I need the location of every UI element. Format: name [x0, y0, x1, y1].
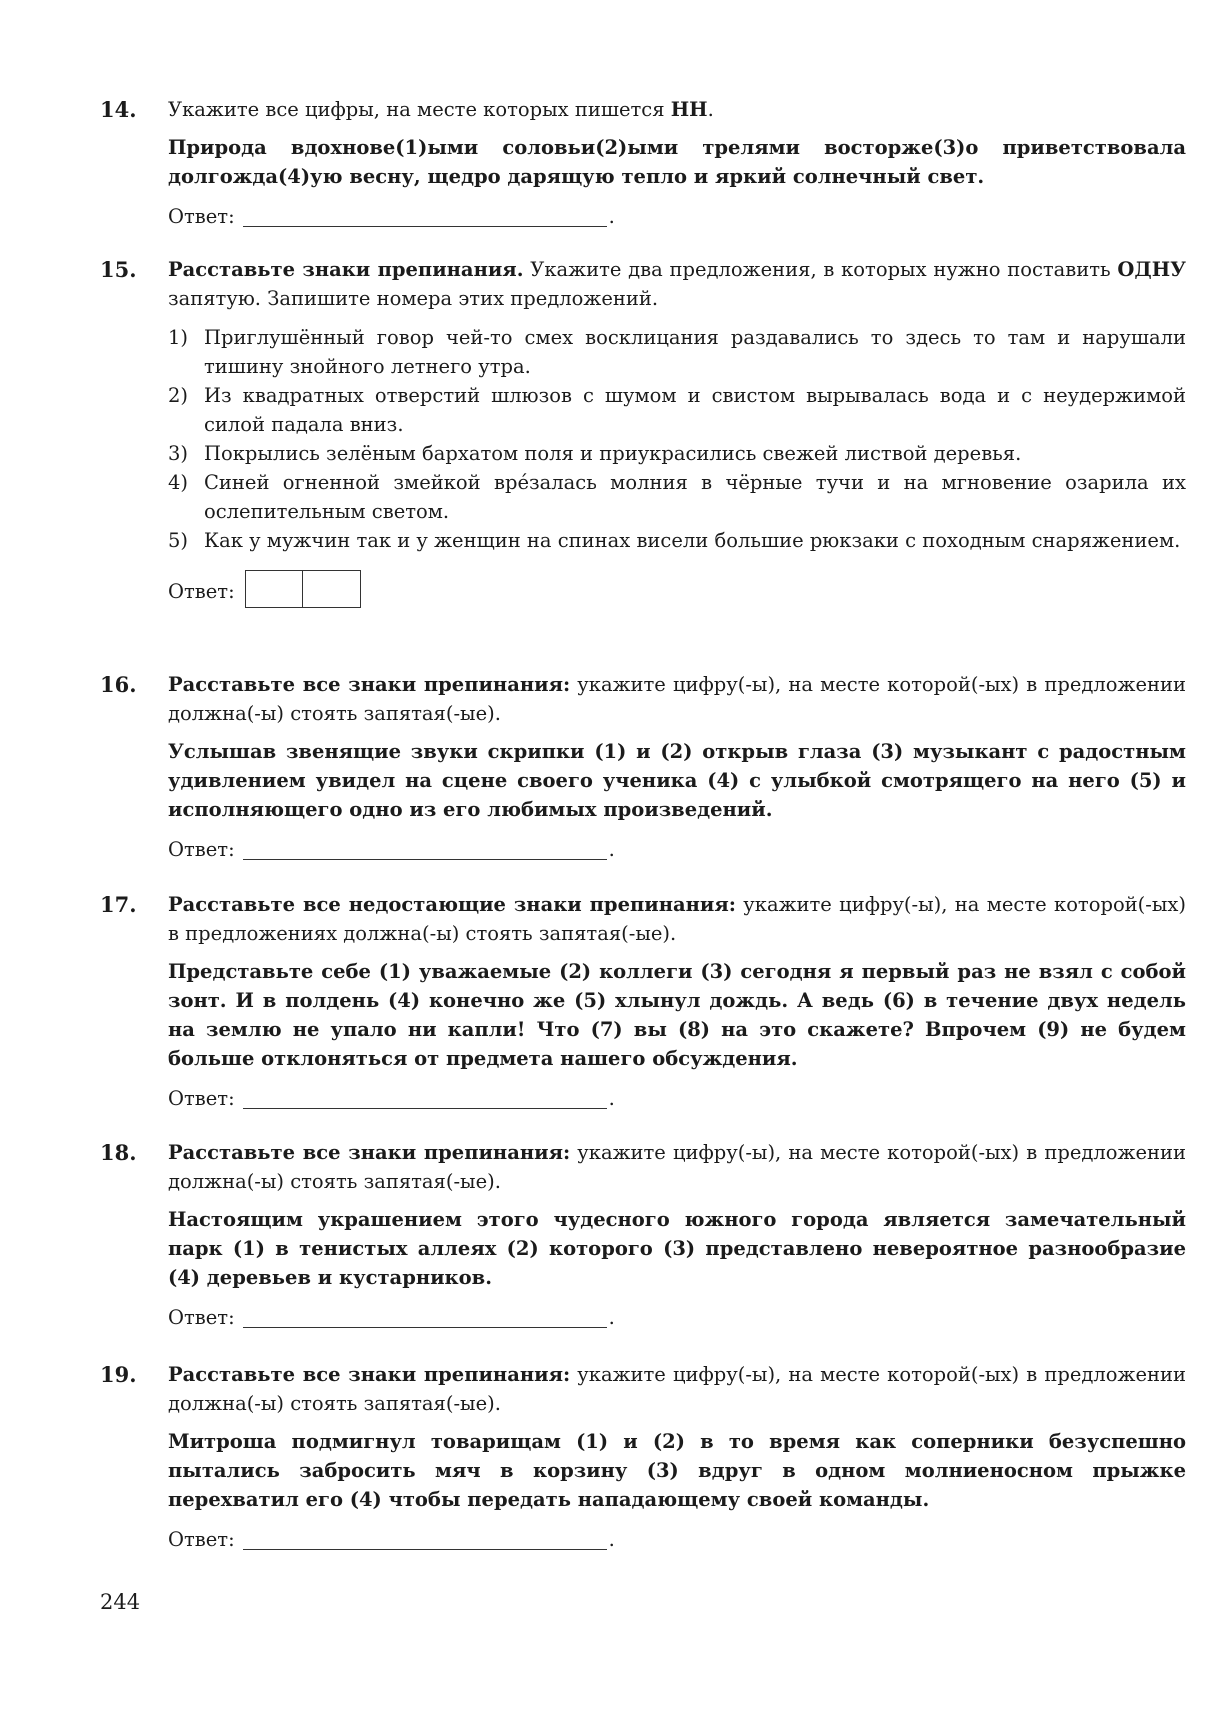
task-16 — [100, 670, 1186, 864]
list-item: 4) Синей огненной змейкой врéзалась молния в чёрные тучи и на мгновение озарила их ослепительным светом. — [168, 471, 1186, 523]
task-sentence: Митроша подмигнул товарищам (1) и (2) в то время как соперники безуспешно пытались забросить мяч в корзину (3) вдруг в одном молниеносном прыжке перехватил его (4) чтобы передать нападающему своей команды. — [168, 1430, 1186, 1511]
task-17 — [100, 890, 1186, 1113]
task-sentence: Услышав звенящие звуки скрипки (1) и (2) открыв глаза (3) музыкант с радостным удивлением увидел на сцене своего ученика (4) с улыбкой смотрящего на него (5) и исполняющего одно из его любимых произведений. — [168, 740, 1186, 821]
task-number: 16. — [100, 672, 137, 697]
answer-box-2[interactable] — [303, 570, 361, 608]
list-item: 2) Из квадратных отверстий шлюзов с шумом и свистом вырывалась вода и с неудержимой силой падала вниз. — [168, 384, 1186, 436]
page-number: 244 — [100, 1590, 141, 1614]
task-sentence: Настоящим украшением этого чудесного южного города является замечательный парк (1) в тенистых аллеях (2) которого (3) представлено невероятное разнообразие (4) деревьев и кустарников. — [168, 1208, 1186, 1289]
answer-blank-line[interactable] — [243, 204, 607, 227]
task-number: 15. — [100, 257, 137, 282]
task-18 — [100, 1138, 1186, 1332]
answer-label: Ответ: — [168, 838, 235, 861]
answer-blank-line[interactable] — [243, 1305, 607, 1328]
answer-boxes — [245, 570, 361, 608]
answer-row: Ответ: . — [168, 1303, 1186, 1332]
task-sentence: Представьте себе (1) уважаемые (2) коллеги (3) сегодня я первый раз не взял с собой зонт. И в полдень (4) конечно же (5) хлынул дождь. А ведь (6) в течение двух недель на землю не упало ни капли! Что (7) вы (8) на это скажете? Впрочем (9) не будем больше отклоняться от предмета нашего обсуждения. — [168, 960, 1186, 1070]
answer-row: Ответ: . — [168, 835, 1186, 864]
task-14 — [100, 95, 1186, 231]
list-item: 1) Приглушённый говор чей-то смех восклицания раздавались то здесь то там и нарушали тишину знойного летнего утра. — [168, 326, 1186, 378]
list-item: 5) Как у мужчин так и у женщин на спинах висели большие рюкзаки с походным снаряжением. — [168, 529, 1181, 552]
task-instruction: Укажите все цифры, на месте которых пишется НН. — [168, 98, 714, 121]
answer-blank-line[interactable] — [243, 1086, 607, 1109]
answer-row: Ответ: . — [168, 1084, 1186, 1113]
task-instruction: Расставьте все недостающие знаки препинания: укажите цифру(-ы), на месте которой(-ых) в предложениях должна(-ы) стоять запятая(-ые). — [168, 893, 1186, 945]
task-number: 19. — [100, 1362, 137, 1387]
answer-row — [168, 566, 1186, 606]
answer-label: Ответ: — [168, 1528, 235, 1551]
task-instruction: Расставьте знаки препинания. Укажите два предложения, в которых нужно поставить ОДНУ запятую. Запишите номера этих предложений. — [168, 258, 1186, 310]
sentence-options — [168, 323, 1186, 555]
answer-label: Ответ: — [168, 1087, 235, 1110]
task-instruction: Расставьте все знаки препинания: укажите цифру(-ы), на месте которой(-ых) в предложении должна(-ы) стоять запятая(-ые). — [168, 1363, 1186, 1415]
task-instruction: Расставьте все знаки препинания: укажите цифру(-ы), на месте которой(-ых) в предложении должна(-ы) стоять запятая(-ые). — [168, 673, 1186, 725]
answer-label: Ответ: — [168, 580, 235, 603]
task-number: 14. — [100, 97, 137, 122]
answer-row: Ответ: . — [168, 202, 1186, 231]
answer-box-1[interactable] — [245, 570, 303, 608]
answer-blank-line[interactable] — [243, 1527, 607, 1550]
task-15 — [100, 255, 1186, 606]
answer-label: Ответ: — [168, 1306, 235, 1329]
answer-row: Ответ: . — [168, 1525, 1186, 1554]
task-instruction: Расставьте все знаки препинания: укажите цифру(-ы), на месте которой(-ых) в предложении должна(-ы) стоять запятая(-ые). — [168, 1141, 1186, 1193]
task-number: 17. — [100, 892, 137, 917]
task-number: 18. — [100, 1140, 137, 1165]
task-19 — [100, 1360, 1186, 1554]
task-sentence: Природа вдохнове(1)ыми соловьи(2)ыми трелями восторже(3)о приветствовала долгожда(4)ую весну, щедро дарящую тепло и яркий солнечный свет. — [168, 136, 1186, 188]
answer-blank-line[interactable] — [243, 837, 607, 860]
list-item: 3) Покрылись зелёным бархатом поля и приукрасились свежей листвой деревья. — [168, 442, 1022, 465]
answer-label: Ответ: — [168, 205, 235, 228]
